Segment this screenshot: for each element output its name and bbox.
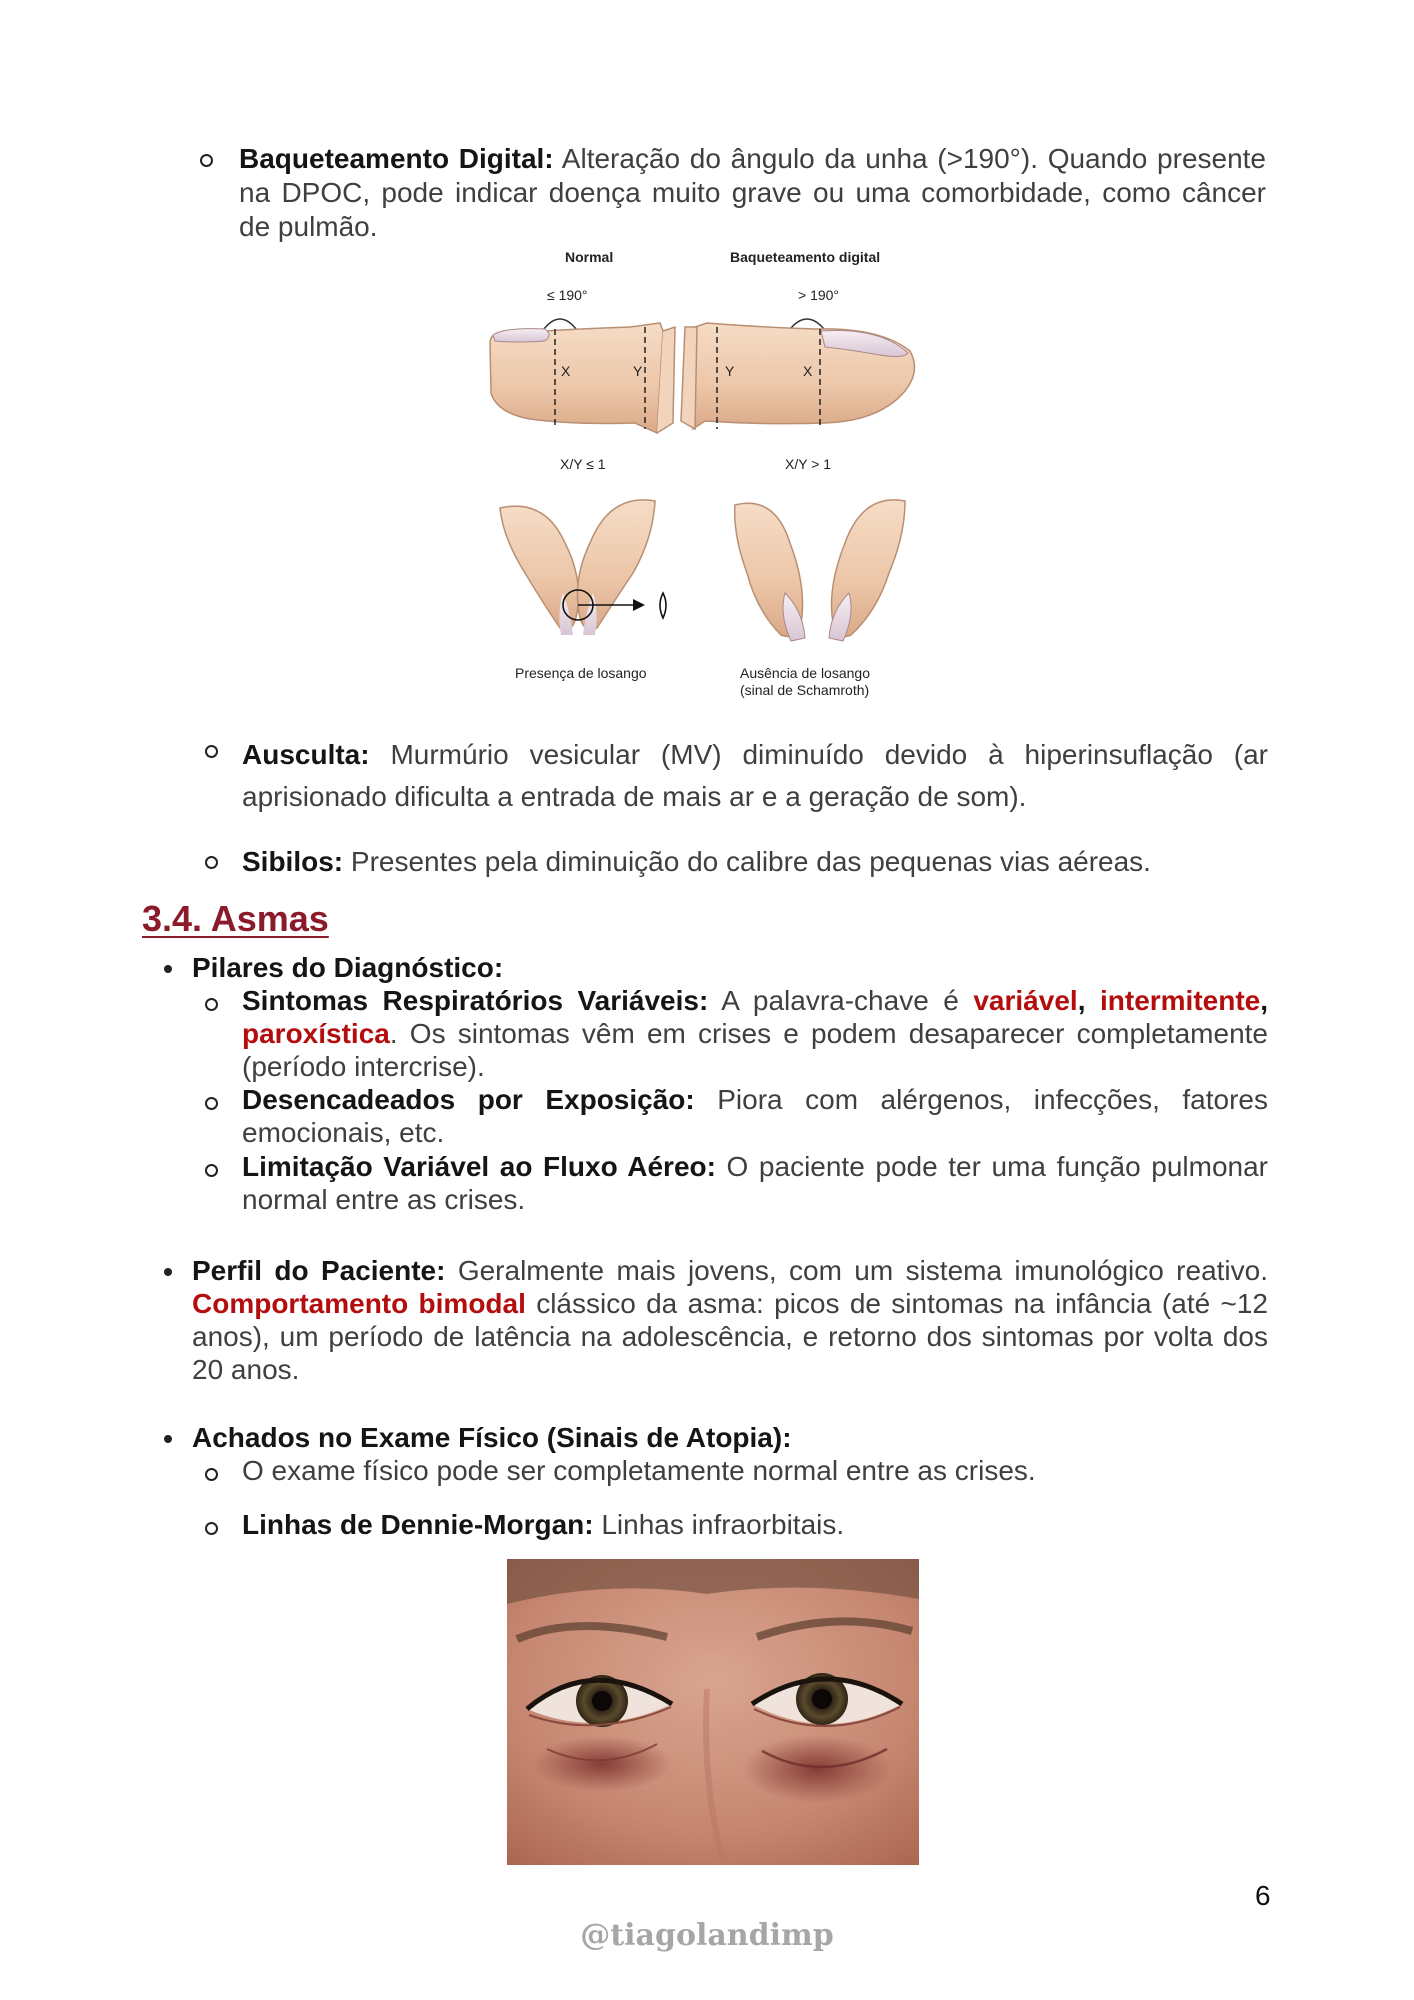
page-number: 6: [1255, 1880, 1271, 1911]
bullet-circle: [205, 745, 218, 758]
achados-title: Achados no Exame Físico (Sinais de Atopia):: [192, 1422, 792, 1453]
angle-clubbing: > 190°: [798, 287, 840, 303]
perfil-paragraph: Perfil do Paciente: Geralmente mais jovens, com um sistema imunológico reativo. Comportamento bimodal clássico da asma: picos de sintomas na infância (até ~12 anos), um período de latência na adolescência, e retorno dos sintomas por volta dos 20 anos.: [192, 1255, 1269, 1385]
bullet-circle: [205, 856, 218, 869]
baqueteamento-term: Baqueteamento Digital:: [239, 143, 554, 174]
label-normal: Normal: [565, 249, 614, 265]
label-clubbing: Baqueteamento digital: [730, 249, 881, 265]
ausculta-paragraph: [242, 734, 1268, 818]
normal-nail-illustration: [493, 329, 549, 342]
bullet-circle: [205, 998, 218, 1011]
pilares-item-3-term: Limitação Variável ao Fluxo Aéreo:: [242, 1151, 716, 1182]
ratio-normal: X/Y ≤ 1: [560, 456, 606, 472]
bullet-circle: [200, 154, 213, 167]
baqueteamento-paragraph: [239, 142, 1266, 244]
schamroth-clubbing-illustration: [735, 500, 905, 641]
keyword-variavel: variável: [973, 985, 1078, 1016]
caption-right-2: (sinal de Schamroth): [740, 682, 870, 698]
sibilos-term: Sibilos:: [242, 846, 344, 877]
clubbing-figure: [485, 243, 925, 703]
x-label-clubbing: X: [803, 363, 813, 379]
bullet-circle: [205, 1164, 218, 1177]
section-heading: 3.4. Asmas: [142, 898, 329, 939]
keyword-paroxistica: paroxística: [242, 1018, 390, 1049]
footer-handle: @tiagolandimp: [580, 1918, 834, 1953]
baqueteamento-text: Alteração do ângulo da unha (>190°). Quando presente na DPOC, pode indicar doença muito grave ou uma comorbidade, como câncer de pulmão.: [239, 143, 1267, 242]
pilares-item-2: Desencadeados por Exposição: Piora com alérgenos, infecções, fatores emocionais, etc.: [242, 1084, 1268, 1148]
ausculta-text: Murmúrio vesicular (MV) diminuído devido à hiperinsuflação (ar aprisionado dificulta a entrada de mais ar e a geração de som).: [242, 739, 1268, 812]
caption-right-1: Ausência de losango: [740, 665, 870, 681]
keyword-intermitente: intermitente: [1099, 985, 1261, 1016]
bullet-circle: [205, 1097, 218, 1110]
dennie-morgan-photo: [507, 1559, 919, 1865]
sibilos-text: Presentes pela diminuição do calibre das pequenas vias aéreas.: [343, 846, 1151, 877]
bullet-circle: [205, 1468, 218, 1481]
angle-normal: ≤ 190°: [547, 287, 588, 303]
achados-item-1: O exame físico pode ser completamente normal entre as crises.: [242, 1455, 1036, 1486]
pilares-item-1: Sintomas Respiratórios Variáveis: A palavra-chave é variável, intermitente, paroxística. Os sintomas vêm em crises e podem desaparecer completamente (período intercrise).: [242, 985, 1269, 1082]
achados-item-2: Linhas de Dennie-Morgan: Linhas infraorbitais.: [242, 1509, 845, 1540]
caption-left: Presença de losango: [515, 665, 647, 681]
keyword-comportamento-bimodal: Comportamento bimodal: [192, 1288, 526, 1319]
pilares-item-2-term: Desencadeados por Exposição:: [242, 1084, 695, 1115]
schamroth-normal-illustration: [500, 500, 666, 635]
achados-item-2-term: Linhas de Dennie-Morgan:: [242, 1509, 594, 1540]
bullet-disc: [164, 965, 172, 973]
perfil-term: Perfil do Paciente:: [192, 1255, 446, 1286]
ausculta-term: Ausculta:: [242, 739, 370, 770]
x-label-normal: X: [561, 363, 571, 379]
bullet-disc: [164, 1435, 172, 1443]
y-label-normal: Y: [633, 363, 643, 379]
bullet-circle: [205, 1522, 218, 1535]
pilares-item-1-term: Sintomas Respiratórios Variáveis:: [242, 985, 709, 1016]
sibilos-paragraph: [242, 845, 1268, 879]
ratio-clubbing: X/Y > 1: [785, 456, 832, 472]
y-label-clubbing: Y: [725, 363, 735, 379]
pilares-item-3: Limitação Variável ao Fluxo Aéreo: O paciente pode ter uma função pulmonar normal entre as crises.: [242, 1151, 1268, 1215]
bullet-disc: [164, 1268, 172, 1276]
pilares-title: Pilares do Diagnóstico:: [192, 952, 504, 983]
